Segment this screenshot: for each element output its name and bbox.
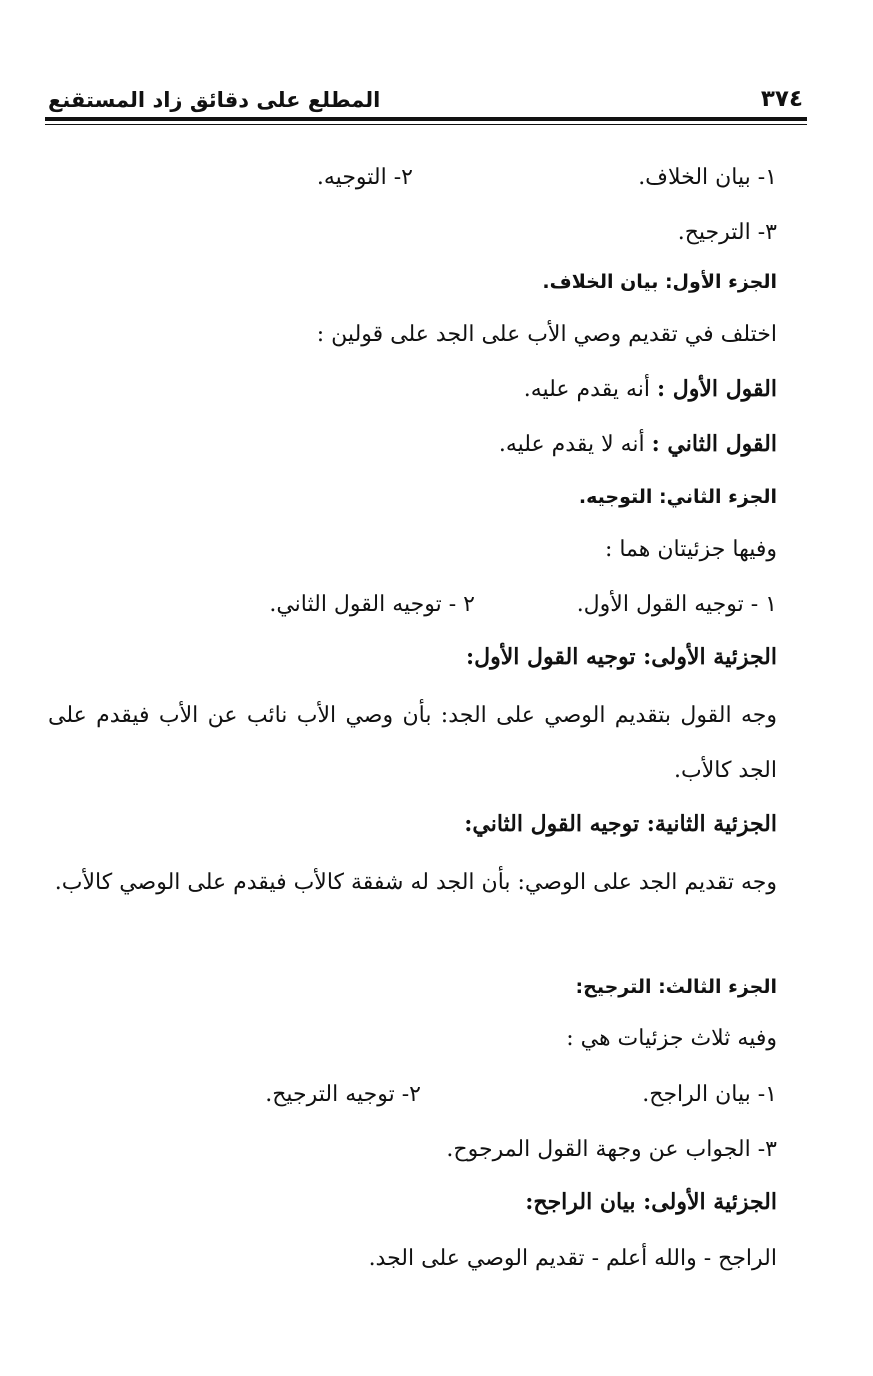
- opinion-line: [499, 431, 777, 457]
- list-item: ١- بيان الخلاف.: [638, 165, 777, 190]
- header-rule-thick: [45, 117, 807, 121]
- subsection-heading: الجزئية الثانية: توجيه القول الثاني:: [464, 811, 777, 837]
- list-item: ١- بيان الراجح.: [642, 1082, 777, 1107]
- list-item: ٣- الترجيح.: [677, 220, 777, 245]
- opinion-label: القول الثاني :: [651, 431, 777, 457]
- section-heading: الجزء الثاني: التوجيه.: [578, 486, 777, 508]
- paragraph: وجه القول بتقديم الوصي على الجد: بأن وصي الأب نائب عن الأب فيقدم على الجد كالأب.: [48, 703, 777, 783]
- paragraph: وفيها جزئيتان هما :: [604, 537, 777, 562]
- paragraph: الراجح - والله أعلم - تقديم الوصي على الجد.: [368, 1246, 777, 1271]
- paragraph: وفيه ثلاث جزئيات هي :: [566, 1026, 777, 1051]
- opinion-label: القول الأول :: [656, 376, 777, 402]
- page-number: ٣٧٤: [760, 86, 803, 112]
- section-heading: الجزء الثالث: الترجيح:: [575, 976, 777, 998]
- list-item: ٢- التوجيه.: [316, 165, 413, 190]
- paragraph: وجه تقديم الجد على الوصي: بأن الجد له شفقة كالأب فيقدم على الوصي كالأب.: [54, 870, 777, 895]
- list-item: ٣- الجواب عن وجهة القول المرجوح.: [446, 1137, 777, 1162]
- subsection-heading: الجزئية الأولى: توجيه القول الأول:: [466, 644, 777, 670]
- paragraph: اختلف في تقديم وصي الأب على الجد على قولين :: [316, 322, 777, 347]
- header-rule-thin: [45, 124, 807, 125]
- subsection-heading: الجزئية الأولى: بيان الراجح:: [525, 1189, 777, 1215]
- running-title: المطلع على دقائق زاد المستقنع: [48, 88, 381, 112]
- list-item: ٢- توجيه الترجيح.: [265, 1082, 421, 1107]
- list-item: ٢ - توجيه القول الثاني.: [269, 592, 475, 617]
- list-item: ١ - توجيه القول الأول.: [576, 592, 777, 617]
- opinion-text: أنه لا يقدم عليه.: [498, 432, 652, 457]
- opinion-text: أنه يقدم عليه.: [523, 377, 657, 402]
- section-heading: الجزء الأول: بيان الخلاف.: [542, 271, 777, 293]
- opinion-line: [524, 376, 777, 402]
